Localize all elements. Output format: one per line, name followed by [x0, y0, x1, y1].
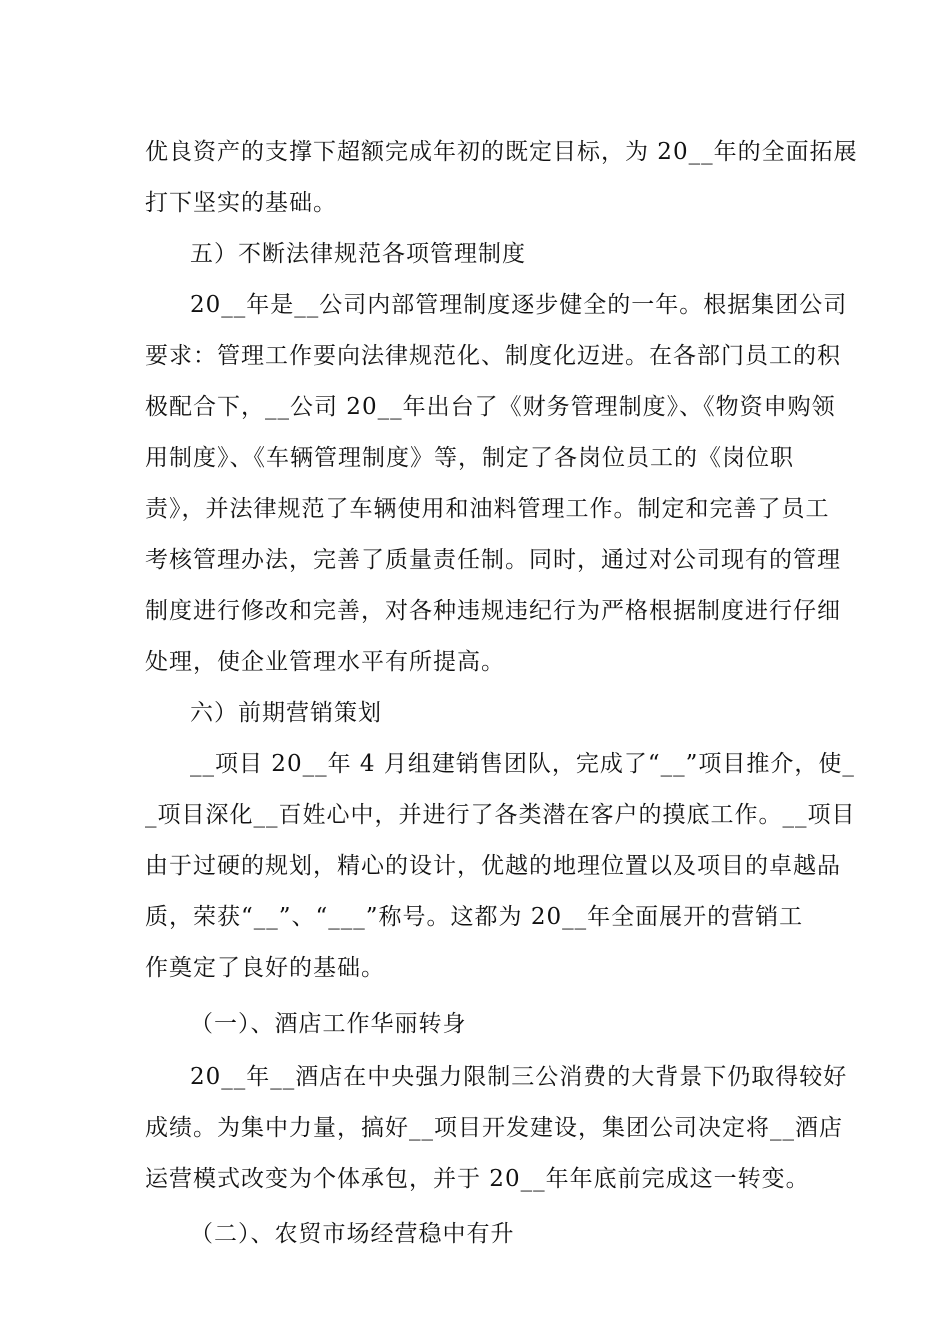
section-heading: 六）前期营销策划 — [190, 700, 382, 726]
paragraph-line: 作奠定了良好的基础。 — [145, 955, 385, 981]
paragraph-line: 成绩。为集中力量，搞好__项目开发建设，集团公司决定将__酒店 — [145, 1115, 843, 1141]
paragraph-line: 要求：管理工作要向法律规范化、制度化迈进。在各部门员工的积 — [145, 343, 841, 369]
paragraph-line: _项目深化__百姓心中，并进行了各类潜在客户的摸底工作。__项目 — [145, 802, 856, 828]
paragraph-line: 20__年是__公司内部管理制度逐步健全的一年。根据集团公司 — [190, 292, 848, 318]
paragraph-line: 20__年__酒店在中央强力限制三公消费的大背景下仍取得较好 — [190, 1064, 848, 1090]
subsection-heading: （二）、农贸市场经营稳中有升 — [190, 1221, 515, 1247]
paragraph-line: 质，荣获“__”、“___”称号。这都为 20__年全面展开的营销工 — [145, 904, 804, 930]
paragraph-line: 处理，使企业管理水平有所提高。 — [145, 649, 505, 675]
paragraph-line: __项目 20__年 4 月组建销售团队，完成了“__”项目推介，使_ — [190, 751, 855, 777]
paragraph-line: 打下坚实的基础。 — [145, 190, 337, 216]
paragraph-line: 极配合下，__公司 20__年出台了《财务管理制度》、《物资申购领 — [145, 394, 836, 420]
subsection-heading: （一）、酒店工作华丽转身 — [190, 1011, 467, 1037]
section-heading: 五）不断法律规范各项管理制度 — [190, 241, 526, 267]
paragraph-line: 用制度》、《车辆管理制度》等，制定了各岗位员工的《岗位职 — [145, 445, 794, 471]
paragraph-line: 优良资产的支撑下超额完成年初的既定目标，为 20__年的全面拓展 — [145, 139, 858, 165]
paragraph-line: 责》，并法律规范了车辆使用和油料管理工作。制定和完善了员工 — [145, 496, 830, 522]
paragraph-line: 考核管理办法，完善了质量责任制。同时，通过对公司现有的管理 — [145, 547, 841, 573]
paragraph-line: 运营模式改变为个体承包，并于 20__年年底前完成这一转变。 — [145, 1166, 810, 1192]
paragraph-line: 由于过硬的规划，精心的设计，优越的地理位置以及项目的卓越品 — [145, 853, 841, 879]
paragraph-line: 制度进行修改和完善，对各种违规违纪行为严格根据制度进行仔细 — [145, 598, 841, 624]
